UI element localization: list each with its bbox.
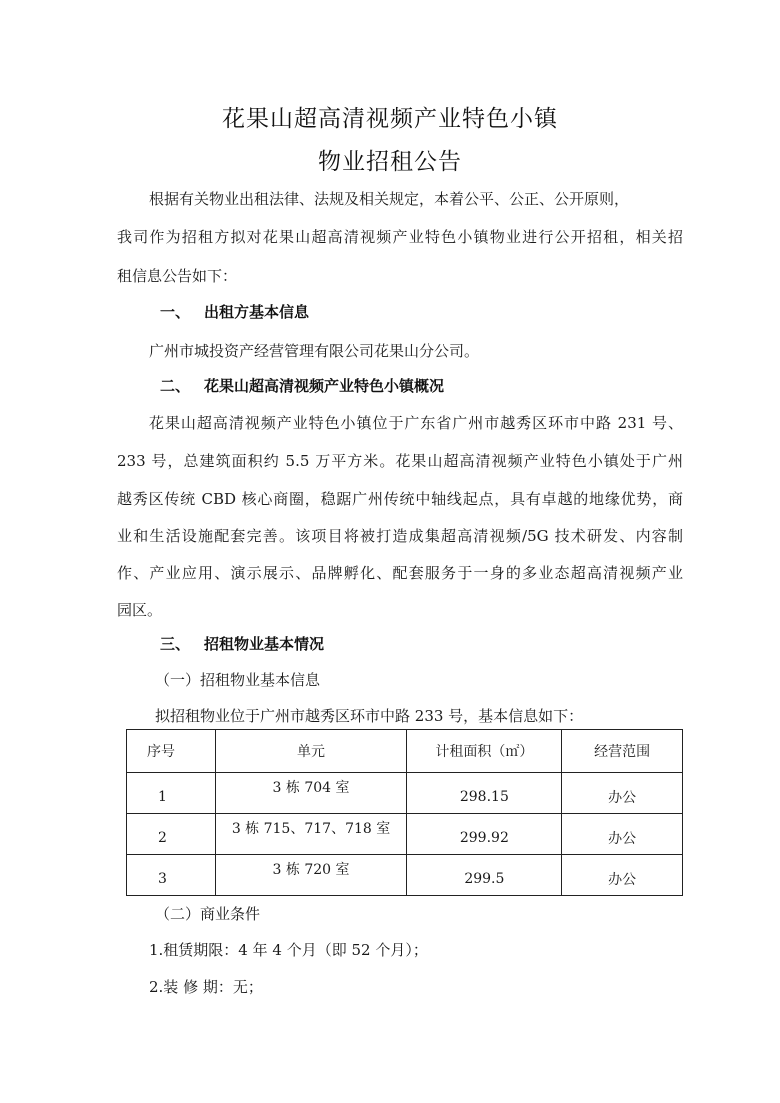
table-row (127, 773, 683, 814)
property-info-table (126, 729, 683, 896)
scope-cell: 办公 (608, 790, 637, 806)
area-cell: 299.92 (459, 830, 509, 846)
condition-item: 1.租赁期限：4 年 4 个月（即 52 个月）； (149, 941, 428, 959)
column-header-number: 序号 (127, 730, 216, 773)
body-text: 花果山超高清视频产业特色小镇位于广东省广州市越秀区环市中路 231 号、 (149, 414, 683, 432)
section-title: 出租方基本信息 (204, 303, 310, 321)
scope-cell: 办公 (608, 831, 637, 847)
section-title: 招租物业基本情况 (204, 635, 325, 653)
section-heading (160, 375, 444, 396)
unit-cell: 3 栋 704 室 (272, 780, 350, 796)
intro-paragraph-line: 租信息公告如下： (117, 267, 238, 285)
body-text: 广州市城投资产经营管理有限公司花果山分公司。 (149, 342, 480, 360)
subsection-number: （一） (155, 671, 201, 689)
row-number-cell: 1 (158, 789, 167, 805)
table-intro-text: 拟招租物业位于广州市越秀区环市中路 233 号，基本信息如下： (155, 707, 584, 725)
table-row (127, 814, 683, 855)
column-header-scope: 经营范围 (562, 730, 683, 773)
intro-paragraph-line: 我司作为招租方拟对花果山超高清视频产业特色小镇物业进行公开招租，相关招 (117, 228, 683, 246)
subsection-title: 招租物业基本信息 (200, 671, 321, 689)
section-heading (160, 633, 324, 654)
condition-item: 2.装 修 期：无； (149, 978, 263, 996)
body-text: 作、产业应用、演示展示、品牌孵化、配套服务于一身的多业态超高清视频产业 (117, 564, 683, 582)
subsection-title: 商业条件 (200, 905, 261, 923)
section-title: 花果山超高清视频产业特色小镇概况 (204, 377, 445, 395)
subsection-heading (155, 903, 260, 924)
document-title: 花果山超高清视频产业特色小镇 (222, 106, 558, 132)
intro-paragraph-line: 根据有关物业出租法律、法规及相关规定，本着公平、公正、公开原则， (149, 190, 630, 208)
body-text: 233 号，总建筑面积约 5.5 万平方米。花果山超高清视频产业特色小镇处于广州 (117, 452, 683, 470)
body-text: 业和生活设施配套完善。该项目将被打造成集超高清视频/5G 技术研发、内容制 (117, 527, 683, 545)
body-text: 园区。 (117, 601, 163, 619)
subsection-number: （二） (155, 905, 201, 923)
area-cell: 298.15 (459, 789, 509, 805)
section-number: 一、 (160, 303, 191, 321)
section-number: 三、 (160, 635, 191, 653)
document-subtitle: 物业招租公告 (318, 149, 462, 175)
unit-cell: 3 栋 715、717、718 室 (231, 821, 391, 837)
section-number: 二、 (160, 377, 191, 395)
row-number-cell: 2 (158, 830, 167, 846)
table-header-row (127, 730, 683, 773)
row-number-cell: 3 (158, 871, 167, 887)
scope-cell: 办公 (608, 872, 637, 888)
area-cell: 299.5 (464, 871, 505, 887)
section-heading (160, 301, 309, 322)
column-header-area: 计租面积（㎡） (407, 730, 562, 773)
table-row (127, 855, 683, 896)
body-text: 越秀区传统 CBD 核心商圈，稳踞广州传统中轴线起点，具有卓越的地缘优势，商 (117, 490, 683, 508)
column-header-unit: 单元 (215, 730, 407, 773)
unit-cell: 3 栋 720 室 (272, 862, 350, 878)
subsection-heading (155, 669, 320, 690)
